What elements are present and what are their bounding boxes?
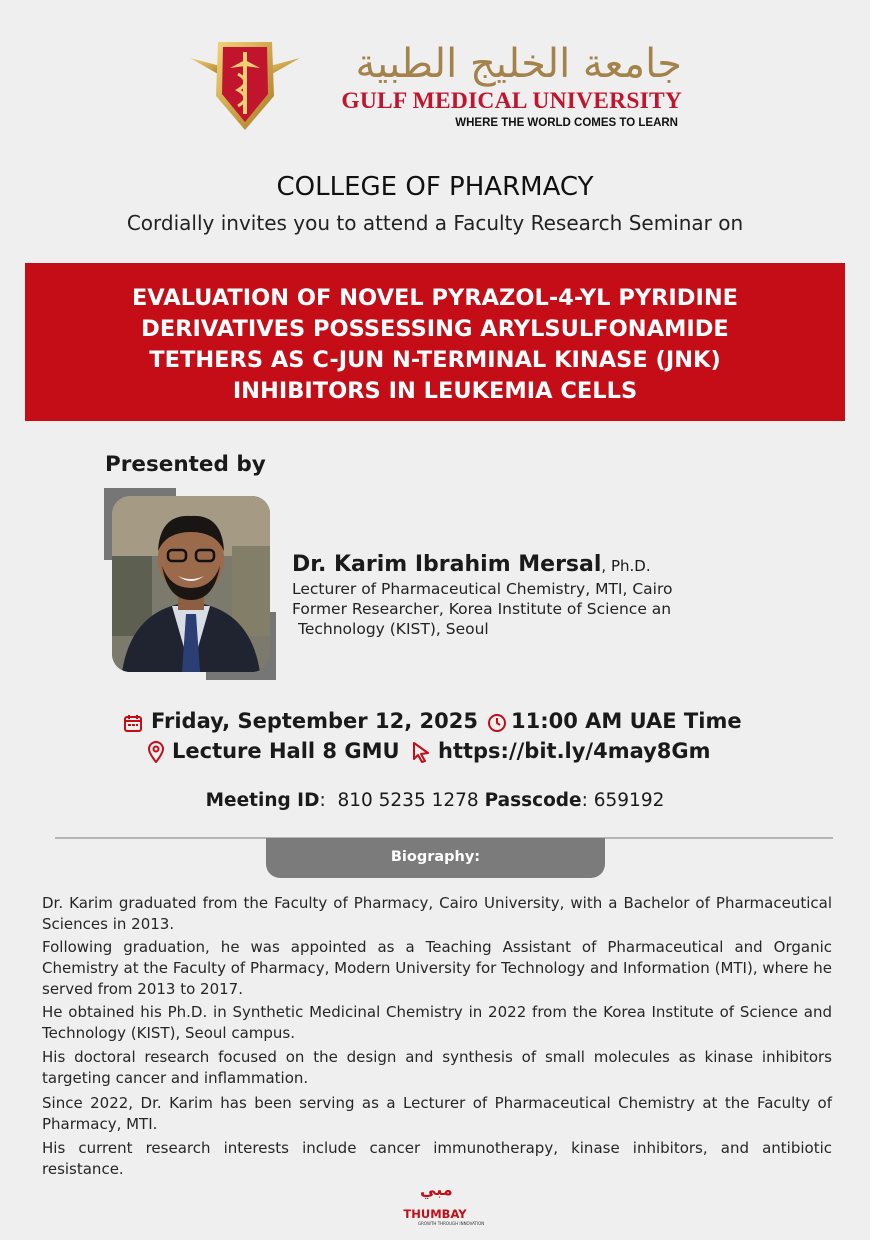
speaker-photo: [112, 496, 270, 672]
seminar-title: [60, 283, 810, 407]
seminar-title-line: TETHERS AS C-JUN N-TERMINAL KINASE (JNK): [149, 347, 721, 373]
thumbay-logo-mark: مبي: [420, 1180, 453, 1199]
location-pin-icon: [147, 741, 165, 767]
speaker-name: [292, 552, 651, 577]
thumbay-logo-name: THUMBAY: [403, 1207, 467, 1221]
speaker-title-line: Technology (KIST), Seoul: [298, 620, 489, 638]
event-time: 11:00 AM UAE Time: [511, 709, 742, 733]
bio-paragraph: Dr. Karim graduated from the Faculty of Pharmacy, Cairo University, with a Bachelor of Pharmaceutical Sciences in 2013.: [42, 894, 832, 933]
speaker-title-line: Lecturer of Pharmaceutical Chemistry, MTI, Cairo: [292, 580, 673, 598]
seminar-title-line: INHIBITORS IN LEUKEMIA CELLS: [232, 378, 638, 404]
calendar-icon: [123, 713, 143, 737]
seminar-title-line: EVALUATION OF NOVEL PYRAZOL-4-YL PYRIDINE: [131, 285, 739, 311]
passcode: 659192: [593, 790, 665, 811]
bio-paragraph: His doctoral research focused on the design and synthesis of small molecules as kinase inhibitors targeting cancer and inflammation.: [42, 1048, 832, 1087]
passcode-label: Passcode: [484, 790, 582, 811]
gmu-shield-logo: [188, 38, 302, 134]
meeting-details: Meeting ID: 810 5235 1278 Passcode: 659192: [205, 790, 665, 811]
bio-paragraph: Following graduation, he was appointed as a Teaching Assistant of Pharmaceutical and Organic Chemistry at the Faculty of Pharmacy, Modern University for Technology and Information (MTI), where he served from 2013 to 2017.: [42, 938, 832, 998]
bio-paragraph: Since 2022, Dr. Karim has been serving as a Lecturer of Pharmaceutical Chemistry at the Faculty of Pharmacy, MTI.: [42, 1094, 832, 1133]
meeting-id: 810 5235 1278: [337, 790, 479, 811]
college-heading: COLLEGE OF PHARMACY: [276, 172, 594, 202]
clock-icon: [487, 713, 507, 737]
speaker-degree: , Ph.D.: [601, 557, 651, 575]
event-venue: Lecture Hall 8 GMU: [172, 739, 400, 763]
bio-paragraph: His current research interests include cancer immunotherapy, kinase inhibitors, and antibiotic resistance.: [42, 1139, 832, 1178]
thumbay-logo-tagline: GROWTH THROUGH INNOVATION: [418, 1221, 485, 1226]
biography-heading: Biography:: [266, 838, 605, 878]
invitation-text: Cordially invites you to attend a Faculty Research Seminar on: [126, 211, 744, 235]
speaker-title-line: Former Researcher, Korea Institute of Science an: [292, 600, 672, 618]
meeting-link[interactable]: https://bit.ly/4may8Gm: [438, 739, 711, 763]
seminar-title-line: DERIVATIVES POSSESSING ARYLSULFONAMIDE: [141, 316, 729, 342]
bio-paragraph: He obtained his Ph.D. in Synthetic Medicinal Chemistry in 2022 from the Korea Institute of Science and Technology (KIST), Seoul campus.: [42, 1003, 832, 1042]
cursor-pointer-icon: [411, 741, 431, 767]
speaker-name-text: Dr. Karim Ibrahim Mersal: [292, 552, 602, 577]
university-arabic-name: جامعة الخليج الطبية: [355, 41, 682, 87]
presented-by-label: Presented by: [105, 452, 266, 477]
meeting-id-label: Meeting ID: [205, 790, 320, 811]
university-tagline: WHERE THE WORLD COMES TO LEARN: [455, 117, 678, 129]
event-date: Friday, September 12, 2025: [151, 709, 478, 733]
university-name: GULF MEDICAL UNIVERSITY: [341, 88, 682, 114]
